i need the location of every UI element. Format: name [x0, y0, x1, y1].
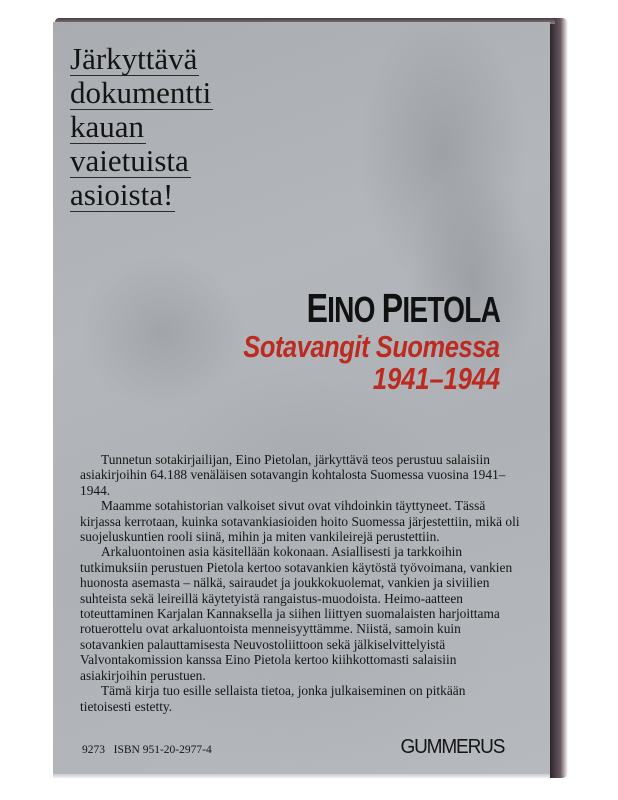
- book-years: 1941–1944: [372, 361, 500, 396]
- tagline-line: vaietuista: [70, 143, 189, 178]
- blurb-paragraph: Arkaluontoinen asia käsitellään kokonaan. Asiallisesti ja tarkkoihin tutkimuksiin perustuen Pietola kertoo sotavankien käytöstä työvoimana, vankien huonosta asemasta – nälkä, sairaudet ja joukkokuolemat, vankien ja siviilien suhteista sekä leireillä käytetyistä rangaistus-muodoista. Heimo-aatteen toteuttaminen Karjalan Kannaksella ja siihen liittyen suomalaisten harjoittama rotuerottelu ovat arkaluontoista menneisyyttämme. Niistä, samoin kuin sotavankien palauttamisesta Neuvostoliittoon sekä jälkiselvittelyistä Valvontakomission kanssa Eino Pietola kertoo kiihkottomasti salaisiin asiakirjoihin perustuen.: [80, 544, 513, 683]
- tagline-line: kauan: [70, 109, 145, 144]
- book-title: Sotavangit Suomessa: [243, 329, 500, 364]
- book-bottom-edge: [53, 774, 550, 778]
- author-name: [306, 285, 500, 331]
- author-first-rest: INO: [327, 289, 375, 330]
- author-last-initial: P: [381, 285, 403, 331]
- back-cover: [53, 22, 550, 778]
- tagline-line: dokumentti: [70, 75, 212, 110]
- tagline: [70, 42, 213, 212]
- blurb-paragraph: Tämä kirja tuo esille sellaista tietoa, jonka julkaiseminen on pitkään tietoisesti estetty.: [80, 683, 466, 714]
- isbn-line: 9273 ISBN 951-20-2977-4: [82, 744, 212, 756]
- author-first-initial: E: [306, 285, 328, 331]
- tagline-line: Järkyttävä: [70, 41, 198, 76]
- blurb-paragraph: Maamme sotahistorian valkoiset sivut ovat vihdoinkin täyttyneet. Tässä kirjassa kerrotaan, kuinka sotavankiasioiden hoito Suomessa järjestettiin, mikä oli suojeluskuntien rooli siinä, mihin ja miten vankileirejä perustettiin.: [80, 498, 520, 545]
- tagline-line: asioista!: [70, 177, 174, 212]
- blurb-paragraph: Tunnetun sotakirjailijan, Eino Pietolan, järkyttävä teos perustuu salaisiin asiakirjoihin 64.188 venäläisen sotavangin kohtalosta Suomessa vuosina 1941–1944.: [80, 452, 506, 498]
- blurb: [80, 452, 520, 714]
- publisher-logo: GUMMERUS: [400, 736, 504, 758]
- author-last-rest: IETOLA: [402, 289, 500, 330]
